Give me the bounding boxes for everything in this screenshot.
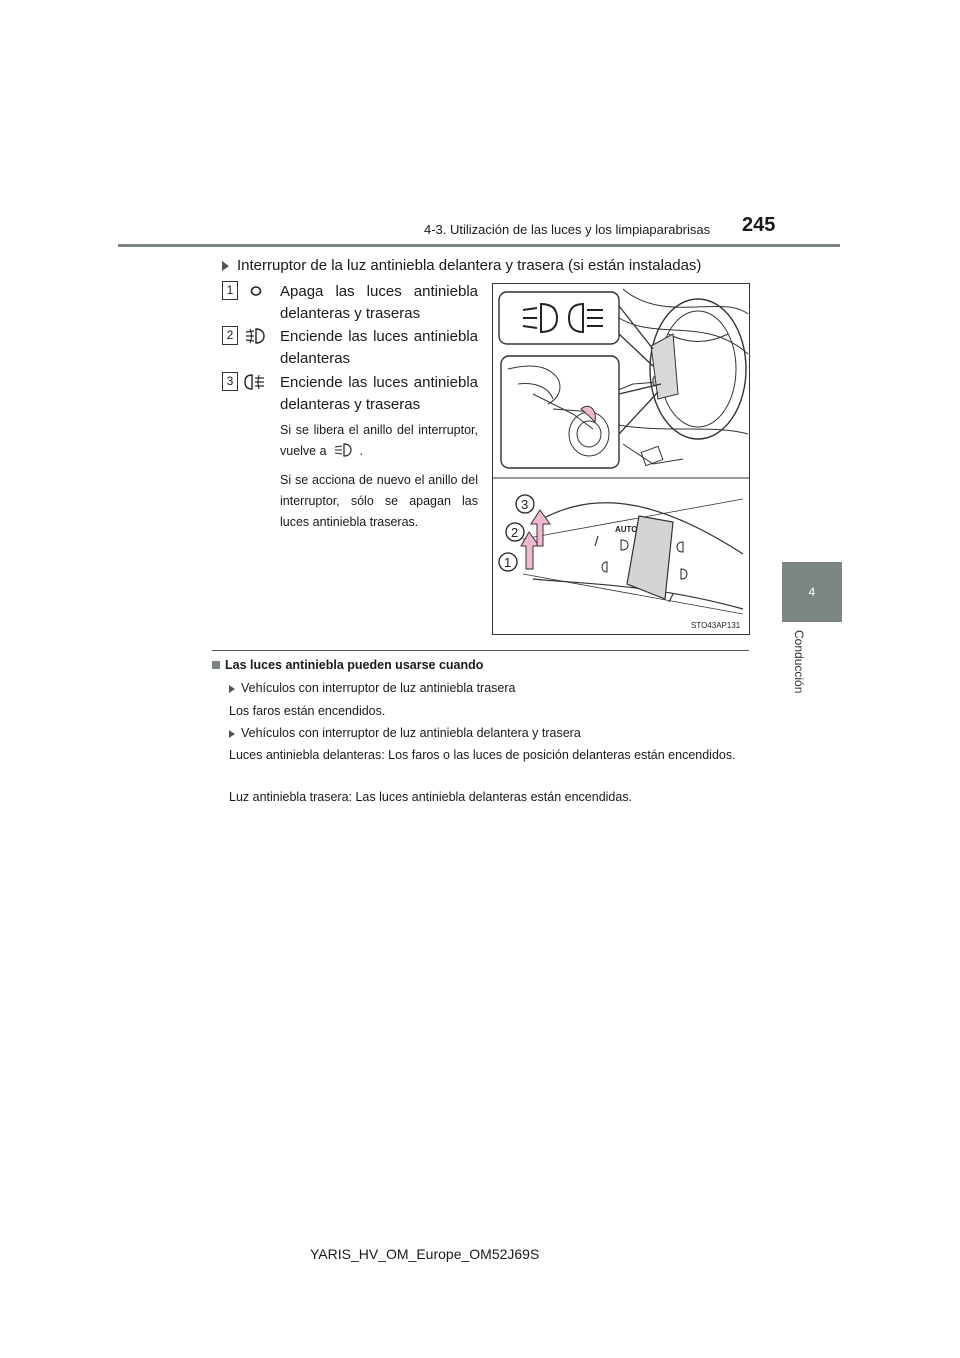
info-sub-1: Vehículos con interruptor de luz antiniebla trasera <box>229 679 744 698</box>
triangle-bullet-icon <box>229 685 235 693</box>
page-number: 245 <box>742 214 776 236</box>
info-line-3: Luz antiniebla trasera: Las luces antiniebla delanteras están encendidas. <box>229 790 633 804</box>
callout-1: 1 <box>504 555 512 570</box>
front-fog-inline-icon <box>333 443 353 457</box>
item-text-1: Apaga las luces antiniebla delanteras y traseras <box>280 283 478 322</box>
running-header: 4-3. Utilización de las luces y los limpiaparabrisas <box>424 222 711 237</box>
item-number-2: 2 <box>222 326 238 345</box>
note-rear-off: Si se acciona de nuevo el anillo del interruptor, sólo se apagan las luces antiniebla traseras. <box>280 473 478 529</box>
illustration-drawing <box>493 284 749 634</box>
square-bullet-icon <box>212 661 220 669</box>
chapter-number: 4 <box>808 585 816 599</box>
rear-fog-icon <box>244 373 266 391</box>
document-footer: YARIS_HV_OM_Europe_OM52J69S <box>310 1246 540 1262</box>
info-line-2: Luces antiniebla delanteras: Los faros o las luces de posición delanteras están encendidos. <box>229 748 736 762</box>
item-number-3: 3 <box>222 372 238 391</box>
header-rule <box>118 244 840 247</box>
info-title: Las luces antiniebla pueden usarse cuando <box>212 658 483 672</box>
front-fog-icon <box>244 327 266 345</box>
chapter-tab <box>782 562 842 622</box>
callout-2: 2 <box>511 525 519 540</box>
triangle-bullet-icon <box>229 730 235 738</box>
switch-heading: Interruptor de la luz antiniebla delantera y trasera (si están instaladas) <box>222 257 701 274</box>
info-line-1: Los faros están encendidos. <box>229 704 386 718</box>
callout-3: 3 <box>521 497 529 512</box>
auto-label: AUTO <box>615 525 638 534</box>
item-text-2: Enciende las luces antiniebla delanteras <box>280 328 478 367</box>
item-number-1: 1 <box>222 281 238 300</box>
switch-illustration <box>492 283 750 635</box>
chapter-label: Conducción <box>792 630 806 694</box>
triangle-bullet-icon <box>222 261 229 271</box>
off-ring-icon <box>249 285 263 297</box>
info-sub-2: Vehículos con interruptor de luz antiniebla delantera y trasera <box>229 724 744 743</box>
section-rule <box>212 650 749 651</box>
figure-code: STO43AP131 <box>691 621 741 630</box>
note-release: Si se libera el anillo del interruptor, vuelve a . <box>280 423 478 458</box>
item-text-3: Enciende las luces antiniebla delanteras y traseras <box>280 374 478 413</box>
